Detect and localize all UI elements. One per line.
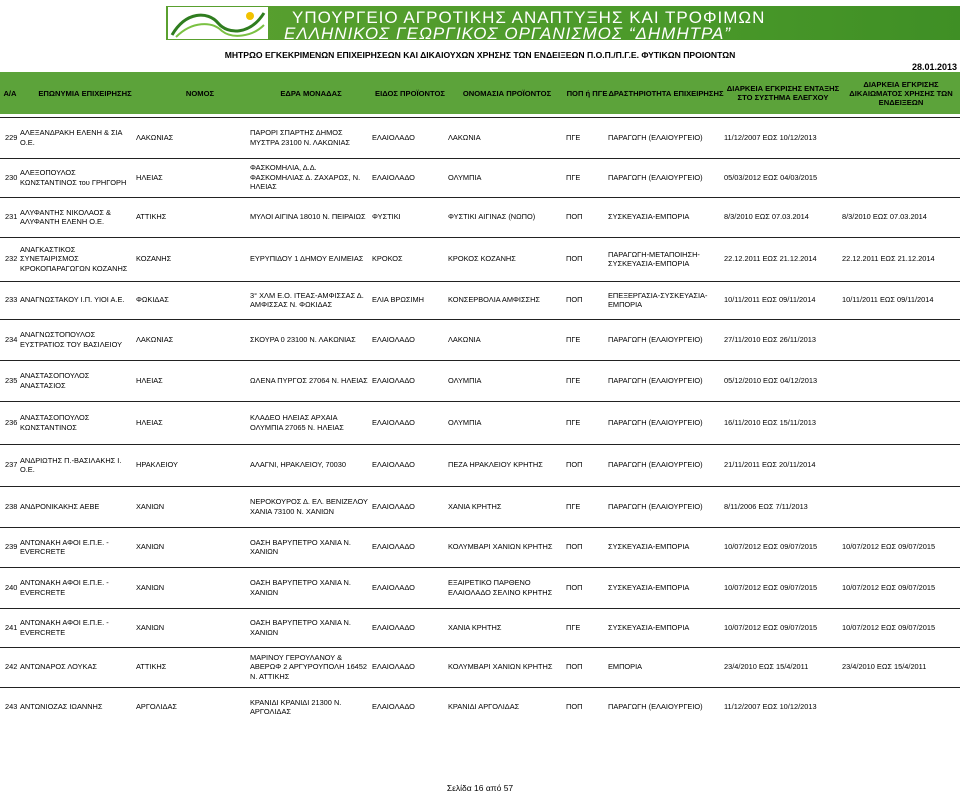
- company-name-cell: ΑΛΥΦΑΝΤΗΣ ΝΙΚΟΛΑΟΣ & ΑΛΥΦΑΝΤΗ ΕΛΕΝΗ Ο.Ε.: [20, 207, 111, 226]
- aa-cell: 235: [5, 375, 18, 385]
- pdo-pgi-cell: ΠΟΠ: [566, 295, 583, 305]
- activity-cell: ΕΜΠΟΡΙΑ: [608, 662, 643, 672]
- prefecture-cell: ΗΛΕΙΑΣ: [136, 375, 163, 385]
- control-period-cell: 8/11/2006 ΕΩΣ 7/11/2013: [724, 501, 808, 511]
- company-name-cell: ΑΝΑΓΝΩΣΤΟΠΟΥΛΟΣ ΕΥΣΤΡΑΤΙΟΣ ΤΟΥ ΒΑΣΙΛΕΙΟΥ: [20, 330, 123, 349]
- usage-period-cell: 23/4/2010 ΕΩΣ 15/4/2011: [842, 662, 927, 672]
- table-row: [0, 566, 960, 607]
- table-row: [0, 196, 960, 236]
- table-row: [0, 116, 960, 157]
- table-header: [0, 72, 960, 114]
- table-row: [0, 443, 960, 485]
- unit-address-cell: ΣΚΟΥΡΑ 0 23100 Ν. ΛΑΚΩΝΙΑΣ: [250, 334, 356, 344]
- aa-cell: 241: [5, 622, 18, 632]
- usage-period-cell: [842, 688, 956, 726]
- company-name-cell: ΑΝΤΩΝΑΚΗ ΑΦΟΙ Ε.Π.Ε. - EVERCRETE: [20, 618, 109, 637]
- table-row: [0, 485, 960, 526]
- aa-cell: 232: [5, 254, 18, 264]
- usage-period-cell: 22.12.2011 ΕΩΣ 21.12.2014: [842, 254, 935, 264]
- control-period-cell: 05/12/2010 ΕΩΣ 04/12/2013: [724, 375, 818, 385]
- pdo-pgi-cell: ΠΟΠ: [566, 460, 583, 470]
- pdo-pgi-cell: ΠΟΠ: [566, 662, 583, 672]
- column-header-activity: ΔΡΑΣΤΗΡΙΟΤΗΤΑ ΕΠΙΧΕΙΡΗΣΗΣ: [608, 88, 724, 98]
- control-period-cell: 11/12/2007 ΕΩΣ 10/12/2013: [724, 132, 817, 142]
- company-name-cell: ΑΝΔΡΙΩΤΗΣ Π.-ΒΑΣΙΛΑΚΗΣ Ι. Ο.Ε.: [20, 455, 122, 474]
- pdo-pgi-cell: ΠΟΠ: [566, 212, 583, 222]
- company-name-cell: ΑΝΤΩΝΑΚΗ ΑΦΟΙ Ε.Π.Ε. - EVERCRETE: [20, 537, 109, 556]
- control-period-cell: 16/11/2010 ΕΩΣ 15/11/2013: [724, 417, 817, 427]
- activity-cell: ΠΑΡΑΓΩΓΗ-ΜΕΤΑΠΟΙΗΣΗ-ΣΥΣΚΕΥΑΣΙΑ-ΕΜΠΟΡΙΑ: [608, 249, 700, 268]
- prefecture-cell: ΧΑΝΙΩΝ: [136, 501, 165, 511]
- company-name-cell: ΑΝΔΡΟΝΙΚΑΚΗΣ ΑΕΒΕ: [20, 501, 100, 511]
- unit-address-cell: ΑΛΑΓΝΙ, ΗΡΑΚΛΕΙΟΥ, 70030: [250, 460, 347, 470]
- document-date: 28.01.2013: [911, 62, 957, 72]
- table-row: [0, 157, 960, 196]
- control-period-cell: 23/4/2010 ΕΩΣ 15/4/2011: [724, 662, 809, 672]
- activity-cell: ΠΑΡΑΓΩΓΗ (ΕΛΑΙΟΥΡΓΕΙΟ): [608, 375, 703, 385]
- aa-cell: 231: [5, 212, 18, 222]
- prefecture-cell: ΧΑΝΙΩΝ: [136, 542, 165, 552]
- unit-address-cell: ΩΛΕΝΑ ΠΥΡΓΟΣ 27064 Ν. ΗΛΕΙΑΣ: [250, 375, 368, 385]
- usage-period-cell: [842, 402, 956, 443]
- product-name-cell: ΚΡΑΝΙΔΙ ΑΡΓΟΛΙΔΑΣ: [448, 702, 520, 712]
- pdo-pgi-cell: ΠΟΠ: [566, 254, 583, 264]
- document-subtitle: ΜΗΤΡΩΟ ΕΓΚΕΚΡΙΜΕΝΩΝ ΕΠΙΧΕΙΡΗΣΕΩΝ ΚΑΙ ΔΙΚΑΙΟΥΧΩΝ ΧΡΗΣΗΣ ΤΩΝ ΕΝΔΕΙΞΕΩΝ Π.Ο.Π./Π.Γ.Ε. ΦΥΤΙΚΩΝ ΠΡΟΙΟΝΤΩΝ: [224, 50, 736, 60]
- table-row: [0, 318, 960, 359]
- activity-cell: ΣΥΣΚΕΥΑΣΙΑ-ΕΜΠΟΡΙΑ: [608, 582, 690, 592]
- product-type-cell: ΕΛΑΙΟΛΑΔΟ: [372, 375, 415, 385]
- unit-address-cell: ΜΥΛΟΙ ΑΙΓΙΝΑ 18010 Ν. ΠΕΙΡΑΙΩΣ: [250, 212, 366, 222]
- usage-period-cell: [842, 320, 956, 359]
- product-name-cell: ΚΟΛΥΜΒΑΡΙ ΧΑΝΙΩΝ ΚΡΗΤΗΣ: [448, 542, 553, 552]
- activity-cell: ΕΠΕΞΕΡΓΑΣΙΑ-ΣΥΣΚΕΥΑΣΙΑ-ΕΜΠΟΡΙΑ: [608, 290, 708, 309]
- product-name-cell: ΛΑΚΩΝΙΑ: [448, 334, 481, 344]
- prefecture-cell: ΦΩΚΙΔΑΣ: [136, 295, 169, 305]
- usage-period-cell: [842, 118, 956, 157]
- unit-address-cell: ΟΑΣΗ ΒΑΡΥΠΕΤΡΟ ΧΑΝΙΑ Ν. ΧΑΝΙΩΝ: [250, 618, 351, 637]
- product-type-cell: ΕΛΑΙΟΛΑΔΟ: [372, 501, 415, 511]
- org-line-2: ΕΛΛΗΝΙΚΟΣ ΓΕΩΡΓΙΚΟΣ ΟΡΓΑΝΙΣΜΟΣ “ΔΗΜΗΤΡΑ”: [284, 24, 732, 43]
- product-type-cell: ΚΡΟΚΟΣ: [372, 254, 403, 264]
- product-type-cell: ΕΛΑΙΟΛΑΔΟ: [372, 417, 415, 427]
- company-name-cell: ΑΝΑΣΤΑΣΟΠΟΥΛΟΣ ΚΩΝΣΤΑΝΤΙΝΟΣ: [20, 413, 90, 432]
- aa-cell: 242: [5, 662, 18, 672]
- product-name-cell: ΟΛΥΜΠΙΑ: [448, 375, 482, 385]
- prefecture-cell: ΑΤΤΙΚΗΣ: [136, 662, 167, 672]
- org-line-1: ΥΠΟΥΡΓΕΙΟ ΑΓΡΟΤΙΚΗΣ ΑΝΑΠΤΥΞΗΣ ΚΑΙ ΤΡΟΦΙΜΩΝ: [292, 8, 766, 27]
- product-type-cell: ΕΛΑΙΟΛΑΔΟ: [372, 132, 415, 142]
- control-period-cell: 10/07/2012 ΕΩΣ 09/07/2015: [724, 542, 818, 552]
- company-name-cell: ΑΝΤΩΝΑΡΟΣ ΛΟΥΚΑΣ: [20, 662, 97, 672]
- prefecture-cell: ΗΛΕΙΑΣ: [136, 172, 163, 182]
- column-header-unit-address: ΕΔΡΑ ΜΟΝΑΔΑΣ: [280, 88, 342, 98]
- control-period-cell: 10/07/2012 ΕΩΣ 09/07/2015: [724, 622, 818, 632]
- control-period-cell: 8/3/2010 ΕΩΣ 07.03.2014: [724, 212, 809, 222]
- aa-cell: 239: [5, 542, 18, 552]
- unit-address-cell: 3° ΧΛΜ Ε.Ο. ΙΤΕΑΣ-ΑΜΦΙΣΣΑΣ Δ. ΑΜΦΙΣΣΑΣ Ν. ΦΩΚΙΔΑΣ: [250, 290, 364, 309]
- product-type-cell: ΕΛΑΙΟΛΑΔΟ: [372, 582, 415, 592]
- prefecture-cell: ΑΡΓΟΛΙΔΑΣ: [136, 702, 177, 712]
- activity-cell: ΠΑΡΑΓΩΓΗ (ΕΛΑΙΟΥΡΓΕΙΟ): [608, 334, 703, 344]
- column-header-aa: Α/Α: [3, 88, 17, 98]
- unit-address-cell: ΝΕΡΟΚΟΥΡΟΣ Δ. ΕΛ. ΒΕΝΙΖΕΛΟΥ ΧΑΝΙΑ 73100 Ν. ΧΑΝΙΩΝ: [250, 497, 368, 516]
- header-banner: [166, 6, 960, 43]
- product-name-cell: ΦΥΣΤΙΚΙ ΑΙΓΙΝΑΣ (ΝΩΠΟ): [448, 212, 536, 222]
- activity-cell: ΠΑΡΑΓΩΓΗ (ΕΛΑΙΟΥΡΓΕΙΟ): [608, 132, 703, 142]
- product-name-cell: ΧΑΝΙΑ ΚΡΗΤΗΣ: [448, 622, 502, 632]
- prefecture-cell: ΛΑΚΩΝΙΑΣ: [136, 334, 174, 344]
- prefecture-cell: ΧΑΝΙΩΝ: [136, 582, 165, 592]
- pdo-pgi-cell: ΠΓΕ: [566, 334, 581, 344]
- activity-cell: ΣΥΣΚΕΥΑΣΙΑ-ΕΜΠΟΡΙΑ: [608, 622, 690, 632]
- activity-cell: ΠΑΡΑΓΩΓΗ (ΕΛΑΙΟΥΡΓΕΙΟ): [608, 172, 703, 182]
- table-row: [0, 359, 960, 400]
- product-type-cell: ΕΛΑΙΟΛΑΔΟ: [372, 334, 415, 344]
- usage-period-cell: [842, 159, 956, 196]
- activity-cell: ΣΥΣΚΕΥΑΣΙΑ-ΕΜΠΟΡΙΑ: [608, 542, 690, 552]
- product-name-cell: ΚΟΝΣΕΡΒΟΛΙΑ ΑΜΦΙΣΣΗΣ: [448, 295, 540, 305]
- unit-address-cell: ΜΑΡΙΝΟΥ ΓΕΡΟΥΛΑΝΟΥ & ΑΒΕΡΩΦ 2 ΑΡΓΥΡΟΥΠΟΛΗ 16452 Ν. ΑΤΤΙΚΗΣ: [250, 652, 368, 681]
- product-name-cell: ΠΕΖΑ ΗΡΑΚΛΕΙΟΥ ΚΡΗΤΗΣ: [448, 460, 543, 470]
- product-name-cell: ΟΛΥΜΠΙΑ: [448, 417, 482, 427]
- column-header-product-name: ΟΝΟΜΑΣΙΑ ΠΡΟΪΟΝΤΟΣ: [462, 88, 552, 98]
- aa-cell: 236: [5, 417, 18, 427]
- unit-address-cell: ΚΡΑΝΙΔΙ ΚΡΑΝΙΔΙ 21300 Ν. ΑΡΓΟΛΙΔΑΣ: [250, 697, 342, 716]
- page-footer: Σελίδα 16 από 57: [446, 783, 514, 793]
- prefecture-cell: ΛΑΚΩΝΙΑΣ: [136, 132, 174, 142]
- activity-cell: ΠΑΡΑΓΩΓΗ (ΕΛΑΙΟΥΡΓΕΙΟ): [608, 417, 703, 427]
- product-type-cell: ΕΛΑΙΟΛΑΔΟ: [372, 662, 415, 672]
- prefecture-cell: ΗΛΕΙΑΣ: [136, 417, 163, 427]
- unit-address-cell: ΚΛΑΔΕΟ ΗΛΕΙΑΣ ΑΡΧΑΙΑ ΟΛΥΜΠΙΑ 27065 Ν. ΗΛΕΙΑΣ: [250, 413, 344, 432]
- usage-period-cell: [842, 487, 956, 526]
- company-name-cell: ΑΝΤΩΝΑΚΗ ΑΦΟΙ Ε.Π.Ε. - EVERCRETE: [20, 578, 109, 597]
- product-name-cell: ΚΡΟΚΟΣ ΚΟΖΑΝΗΣ: [448, 254, 516, 264]
- aa-cell: 234: [5, 334, 18, 344]
- product-name-cell: ΛΑΚΩΝΙΑ: [448, 132, 481, 142]
- aa-cell: 233: [5, 295, 18, 305]
- unit-address-cell: ΟΑΣΗ ΒΑΡΥΠΕΤΡΟ ΧΑΝΙΑ Ν. ΧΑΝΙΩΝ: [250, 578, 351, 597]
- usage-period-cell: 8/3/2010 ΕΩΣ 07.03.2014: [842, 212, 927, 222]
- aa-cell: 240: [5, 582, 18, 592]
- aa-cell: 230: [5, 172, 18, 182]
- activity-cell: ΠΑΡΑΓΩΓΗ (ΕΛΑΙΟΥΡΓΕΙΟ): [608, 702, 703, 712]
- activity-cell: ΣΥΣΚΕΥΑΣΙΑ-ΕΜΠΟΡΙΑ: [608, 212, 690, 222]
- control-period-cell: 10/07/2012 ΕΩΣ 09/07/2015: [724, 582, 818, 592]
- product-type-cell: ΕΛΑΙΟΛΑΔΟ: [372, 702, 415, 712]
- control-period-cell: 22.12.2011 ΕΩΣ 21.12.2014: [724, 254, 817, 264]
- pdo-pgi-cell: ΠΟΠ: [566, 702, 583, 712]
- product-type-cell: ΕΛΑΙΟΛΑΔΟ: [372, 460, 415, 470]
- column-header-control-period: ΔΙΑΡΚΕΙΑ ΕΓΚΡΙΣΗΣ ΕΝΤΑΞΗΣ ΣΤΟ ΣΥΣΤΗΜΑ ΕΛΕΓΧΟΥ: [726, 84, 840, 102]
- usage-period-cell: 10/07/2012 ΕΩΣ 09/07/2015: [842, 542, 936, 552]
- product-name-cell: ΟΛΥΜΠΙΑ: [448, 172, 482, 182]
- product-name-cell: ΚΟΛΥΜΒΑΡΙ ΧΑΝΙΩΝ ΚΡΗΤΗΣ: [448, 662, 553, 672]
- aa-cell: 243: [5, 702, 18, 712]
- column-header-company-name: ΕΠΩΝΥΜΙΑ ΕΠΙΧΕΙΡΗΣΗΣ: [38, 88, 132, 98]
- product-name-cell: ΕΞΑΙΡΕΤΙΚΟ ΠΑΡΘΕΝΟ ΕΛΑΙΟΛΑΔΟ ΣΕΛΙΝΟ ΚΡΗΤΗΣ: [448, 578, 553, 597]
- prefecture-cell: ΗΡΑΚΛΕΙΟΥ: [136, 460, 178, 470]
- company-name-cell: ΑΝΑΣΤΑΣΟΠΟΥΛΟΣ ΑΝΑΣΤΑΣΙΟΣ: [20, 371, 90, 390]
- control-period-cell: 11/12/2007 ΕΩΣ 10/12/2013: [724, 702, 817, 712]
- unit-address-cell: ΕΥΡΥΠΙΔΟΥ 1 ΔΗΜΟΥ ΕΛΙΜΕΙΑΣ: [250, 254, 364, 264]
- pdo-pgi-cell: ΠΓΕ: [566, 132, 581, 142]
- pdo-pgi-cell: ΠΟΠ: [566, 542, 583, 552]
- column-header-product-type: ΕΙΔΟΣ ΠΡΟΪΟΝΤΟΣ: [375, 88, 445, 98]
- column-header-usage-period: ΔΙΑΡΚΕΙΑ ΕΓΚΡΙΣΗΣ ΔΙΚΑΙΩΜΑΤΟΣ ΧΡΗΣΗΣ ΤΩΝ ΕΝΔΕΙΞΕΩΝ: [849, 79, 953, 107]
- company-name-cell: ΑΝΑΓΝΩΣΤΑΚΟΥ Ι.Π. ΥΙΟΙ Α.Ε.: [20, 295, 125, 305]
- activity-cell: ΠΑΡΑΓΩΓΗ (ΕΛΑΙΟΥΡΓΕΙΟ): [608, 501, 703, 511]
- ministry-logo-icon: [168, 7, 268, 39]
- table-row: [0, 236, 960, 280]
- usage-period-cell: [842, 445, 956, 485]
- table-row: [0, 607, 960, 646]
- product-type-cell: ΦΥΣΤΙΚΙ: [372, 212, 401, 222]
- product-name-cell: ΧΑΝΙΑ ΚΡΗΤΗΣ: [448, 501, 502, 511]
- company-name-cell: ΑΝΤΩΝΙΟΖΑΣ ΙΩΑΝΝΗΣ: [20, 702, 103, 712]
- control-period-cell: 21/11/2011 ΕΩΣ 20/11/2014: [724, 460, 816, 470]
- product-type-cell: ΕΛΑΙΟΛΑΔΟ: [372, 542, 415, 552]
- product-type-cell: ΕΛΑΙΟΛΑΔΟ: [372, 622, 415, 632]
- unit-address-cell: ΟΑΣΗ ΒΑΡΥΠΕΤΡΟ ΧΑΝΙΑ Ν. ΧΑΝΙΩΝ: [250, 537, 351, 556]
- control-period-cell: 27/11/2010 ΕΩΣ 26/11/2013: [724, 334, 817, 344]
- table-row: [0, 686, 960, 726]
- column-header-prefecture: ΝΟΜΟΣ: [185, 88, 215, 98]
- company-name-cell: ΑΝΑΓΚΑΣΤΙΚΟΣ ΣΥΝΕΤΑΙΡΙΣΜΟΣ ΚΡΟΚΟΠΑΡΑΓΩΓΩΝ ΚΟΖΑΝΗΣ: [20, 244, 128, 273]
- aa-cell: 229: [5, 132, 18, 142]
- usage-period-cell: 10/11/2011 ΕΩΣ 09/11/2014: [842, 295, 934, 305]
- usage-period-cell: 10/07/2012 ΕΩΣ 09/07/2015: [842, 582, 936, 592]
- column-header-pdo-pgi: ΠΟΠ ή ΠΓΕ: [566, 88, 608, 98]
- control-period-cell: 05/03/2012 ΕΩΣ 04/03/2015: [724, 172, 818, 182]
- pdo-pgi-cell: ΠΓΕ: [566, 172, 581, 182]
- prefecture-cell: ΧΑΝΙΩΝ: [136, 622, 165, 632]
- unit-address-cell: ΠΑΡΟΡΙ ΣΠΑΡΤΗΣ ΔΗΜΟΣ ΜΥΣΤΡΑ 23100 Ν. ΛΑΚΩΝΙΑΣ: [250, 128, 350, 147]
- table-row: [0, 400, 960, 443]
- table-row: [0, 280, 960, 318]
- control-period-cell: 10/11/2011 ΕΩΣ 09/11/2014: [724, 295, 816, 305]
- prefecture-cell: ΑΤΤΙΚΗΣ: [136, 212, 167, 222]
- activity-cell: ΠΑΡΑΓΩΓΗ (ΕΛΑΙΟΥΡΓΕΙΟ): [608, 460, 703, 470]
- prefecture-cell: ΚΟΖΑΝΗΣ: [136, 254, 172, 264]
- pdo-pgi-cell: ΠΟΠ: [566, 582, 583, 592]
- table-row: [0, 646, 960, 686]
- product-type-cell: ΕΛΙΑ ΒΡΩΣΙΜΗ: [372, 295, 424, 305]
- usage-period-cell: 10/07/2012 ΕΩΣ 09/07/2015: [842, 622, 936, 632]
- table-row: [0, 526, 960, 566]
- company-name-cell: ΑΛΕΞΑΝΔΡΑΚΗ ΕΛΕΝΗ & ΣΙΑ Ο.Ε.: [20, 128, 123, 147]
- unit-address-cell: ΦΑΣΚΟΜΗΛΙΑ, Δ.Δ. ΦΑΣΚΟΜΗΛΙΑΣ Δ. ΖΑΧΑΡΩΣ, Ν. ΗΛΕΙΑΣ: [250, 163, 361, 192]
- pdo-pgi-cell: ΠΓΕ: [566, 501, 581, 511]
- company-name-cell: ΑΛΕΞΟΠΟΥΛΟΣ ΚΩΝΣΤΑΝΤΙΝΟΣ του ΓΡΗΓΟΡΗ: [20, 168, 127, 187]
- pdo-pgi-cell: ΠΓΕ: [566, 622, 581, 632]
- usage-period-cell: [842, 361, 956, 400]
- pdo-pgi-cell: ΠΓΕ: [566, 375, 581, 385]
- pdo-pgi-cell: ΠΓΕ: [566, 417, 581, 427]
- aa-cell: 238: [5, 501, 18, 511]
- product-type-cell: ΕΛΑΙΟΛΑΔΟ: [372, 172, 415, 182]
- aa-cell: 237: [5, 460, 18, 470]
